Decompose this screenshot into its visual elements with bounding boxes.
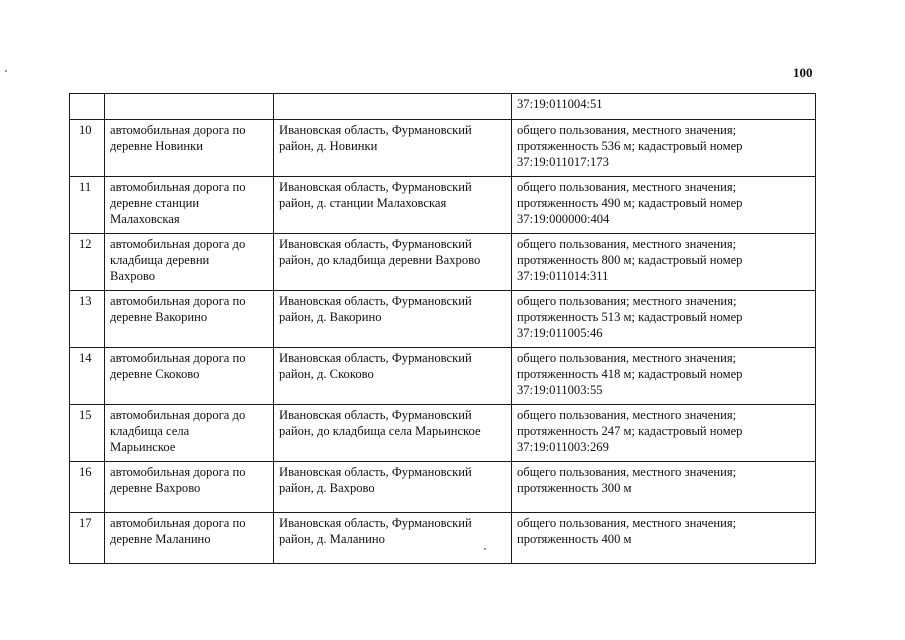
cell-notes: общего пользования, местного значения; протяженность 490 м; кадастровый номер 37:19:000000:404 — [512, 177, 816, 234]
cell-number: 14 — [70, 348, 105, 405]
cell-notes: общего пользования; местного значения; протяженность 513 м; кадастровый номер 37:19:011005:46 — [512, 291, 816, 348]
cell-address: Ивановская область, Фурмановский район, д. Новинки — [274, 120, 512, 177]
cell-road-name: автомобильная дорога по деревне Новинки — [105, 120, 274, 177]
cell-road-name: автомобильная дорога по деревне Вакорино — [105, 291, 274, 348]
table-row — [70, 462, 816, 513]
cell-address: Ивановская область, Фурмановский район, д. Маланино — [274, 513, 512, 564]
cell-address: Ивановская область, Фурмановский район, д. Вакорино — [274, 291, 512, 348]
cell-road-name: автомобильная дорога по деревне Маланино — [105, 513, 274, 564]
cell-address — [274, 94, 512, 120]
table-row — [70, 348, 816, 405]
page-number: 100 — [793, 65, 813, 80]
table-row — [70, 405, 816, 462]
cell-address: Ивановская область, Фурмановский район, д. Вахрово — [274, 462, 512, 513]
table-row — [70, 513, 816, 564]
cell-number: 12 — [70, 234, 105, 291]
cell-notes: общего пользования, местного значения; протяженность 300 м — [512, 462, 816, 513]
road-registry-table — [69, 93, 816, 564]
cell-number: 13 — [70, 291, 105, 348]
table-row — [70, 291, 816, 348]
cell-address: Ивановская область, Фурмановский район, до кладбища села Марьинское — [274, 405, 512, 462]
cell-notes: 37:19:011004:51 — [512, 94, 816, 120]
cell-road-name: автомобильная дорога по деревне Скоково — [105, 348, 274, 405]
cell-address: Ивановская область, Фурмановский район, д. Скоково — [274, 348, 512, 405]
cell-number: 15 — [70, 405, 105, 462]
cell-number: 17 — [70, 513, 105, 564]
cell-notes: общего пользования, местного значения; протяженность 536 м; кадастровый номер 37:19:011017:173 — [512, 120, 816, 177]
cell-road-name: автомобильная дорога до кладбища деревни Вахрово — [105, 234, 274, 291]
cell-road-name: автомобильная дорога по деревне Вахрово — [105, 462, 274, 513]
cell-notes: общего пользования, местного значения; протяженность 800 м; кадастровый номер 37:19:011014:311 — [512, 234, 816, 291]
cell-address: Ивановская область, Фурмановский район, д. станции Малаховская — [274, 177, 512, 234]
table-row — [70, 94, 816, 120]
cell-number: 11 — [70, 177, 105, 234]
scan-speck — [5, 70, 7, 72]
cell-notes: общего пользования, местного значения; протяженность 247 м; кадастровый номер 37:19:011003:269 — [512, 405, 816, 462]
cell-road-name: автомобильная дорога до кладбища села Марьинское — [105, 405, 274, 462]
cell-notes: общего пользования, местного значения; протяженность 418 м; кадастровый номер 37:19:011003:55 — [512, 348, 816, 405]
scan-speck — [484, 548, 486, 550]
table-row — [70, 177, 816, 234]
table-row — [70, 234, 816, 291]
table-row — [70, 120, 816, 177]
cell-number: 10 — [70, 120, 105, 177]
cell-road-name — [105, 94, 274, 120]
cell-address: Ивановская область, Фурмановский район, до кладбища деревни Вахрово — [274, 234, 512, 291]
cell-number: 16 — [70, 462, 105, 513]
cell-notes: общего пользования, местного значения; протяженность 400 м — [512, 513, 816, 564]
cell-number — [70, 94, 105, 120]
cell-road-name: автомобильная дорога по деревне станции Малаховская — [105, 177, 274, 234]
